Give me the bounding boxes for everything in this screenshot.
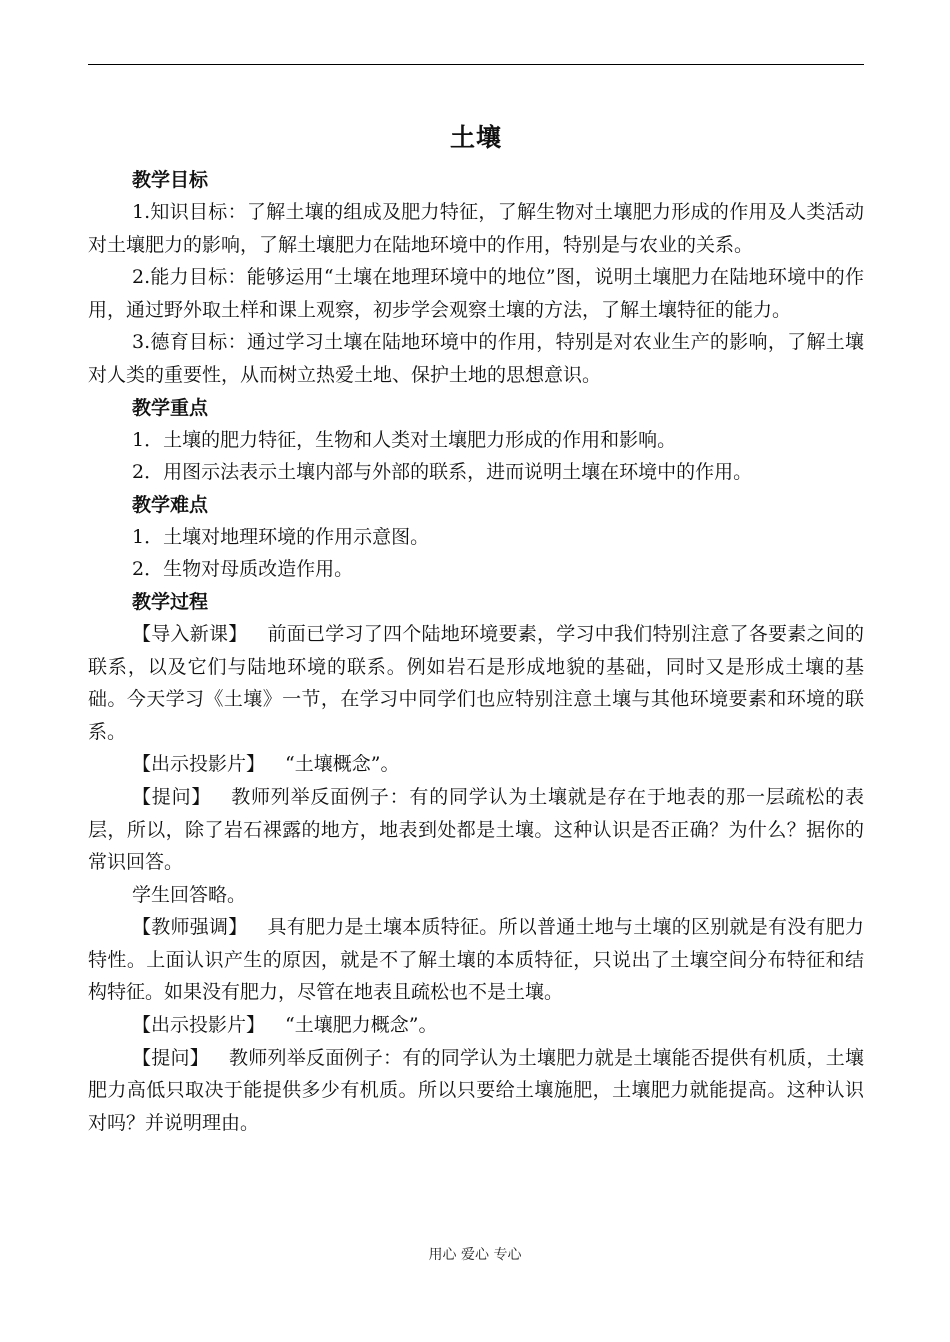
section-heading-goals: 教学目标 — [132, 169, 209, 191]
process-text-question-1: 教师列举反面例子：有的同学认为土壤就是存在于地表的那一层疏松的表层，所以，除了岩石裸露的地方，地表到处都是土壤。这种认识是否正确？为什么？据你的常识回答。 — [88, 785, 864, 874]
page-title: 土壤 — [449, 123, 502, 152]
goal-item-3: 3.德育目标：通过学习土壤在陆地环境中的作用，特别是对农业生产的影响，了解土壤对人类的重要性，从而树立热爱土地、保护土地的思想意识。 — [88, 331, 864, 386]
section-heading-key-points: 教学重点 — [132, 396, 209, 419]
page-footer: 用心 爱心 专心 — [428, 1247, 522, 1263]
goal-item-2: 2.能力目标：能够运用“土壤在地理环境中的地位”图，说明土壤肥力在陆地环境中的作用，通过野外取土样和课上观察，初步学会观察土壤的方法，了解土壤特征的能力。 — [88, 266, 864, 321]
process-text-slide-2: “土壤肥力概念”。 — [285, 1014, 438, 1037]
process-paragraph-emphasis — [88, 911, 864, 1009]
document-body — [88, 112, 864, 1139]
process-tag-question-1: 【提问】 — [132, 785, 212, 808]
process-text-question-2: 教师列举反面例子：有的同学认为土壤肥力就是土壤能否提供有机质，土壤肥力高低只取决于能提供多少有机质。所以只要给土壤施肥，土壤肥力就能提高。这种认识对吗？并说明理由。 — [88, 1046, 864, 1134]
process-tag-slide-2: 【出示投影片】 — [132, 1014, 266, 1037]
process-paragraph-student-answer: 学生回答略。 — [132, 883, 247, 906]
process-paragraph-question-1 — [88, 781, 864, 879]
difficulty-item-1: 1．土壤对地理环境的作用示意图。 — [132, 525, 430, 548]
process-text-emphasis: 具有肥力是土壤本质特征。所以普通土地与土壤的区别就是有没有肥力特性。上面认识产生的原因，就是不了解土壤的本质特征，只说出了土壤空间分布特征和结构特征。如果没有肥力，尽管在地表且疏松也不是土壤。 — [88, 916, 864, 1004]
difficulty-item-2: 2．生物对母质改造作用。 — [132, 558, 354, 581]
process-tag-emphasis: 【教师强调】 — [132, 916, 248, 939]
section-heading-difficulties: 教学难点 — [132, 493, 209, 516]
process-paragraph-intro — [88, 618, 864, 748]
process-paragraph-slide-1 — [88, 748, 864, 781]
process-tag-slide-1: 【出示投影片】 — [132, 753, 266, 776]
process-text-slide-1: “土壤概念”。 — [285, 753, 400, 776]
process-text-intro: 前面已学习了四个陆地环境要素，学习中我们特别注意了各要素之间的联系，以及它们与陆地环境的联系。例如岩石是形成地貌的基础，同时又是形成土壤的基础。今天学习《土壤》一节，在学习中同学们也应特别注意土壤与其他环境要素和环境的联系。 — [88, 622, 864, 743]
key-point-item-2: 2．用图示法表示土壤内部与外部的联系，进而说明土壤在环境中的作用。 — [132, 461, 753, 484]
process-paragraph-slide-2 — [88, 1009, 864, 1042]
key-point-item-1: 1．土壤的肥力特征，生物和人类对土壤肥力形成的作用和影响。 — [132, 428, 677, 451]
header-rule — [88, 64, 864, 65]
process-paragraph-question-2 — [88, 1042, 864, 1140]
section-heading-process: 教学过程 — [132, 590, 209, 613]
goal-item-1: 1.知识目标：了解土壤的组成及肥力特征，了解生物对土壤肥力形成的作用及人类活动对土壤肥力的影响，了解土壤肥力在陆地环境中的作用，特别是与农业的关系。 — [88, 201, 864, 256]
process-tag-question-2: 【提问】 — [132, 1046, 209, 1069]
process-tag-intro: 【导入新课】 — [132, 622, 248, 645]
